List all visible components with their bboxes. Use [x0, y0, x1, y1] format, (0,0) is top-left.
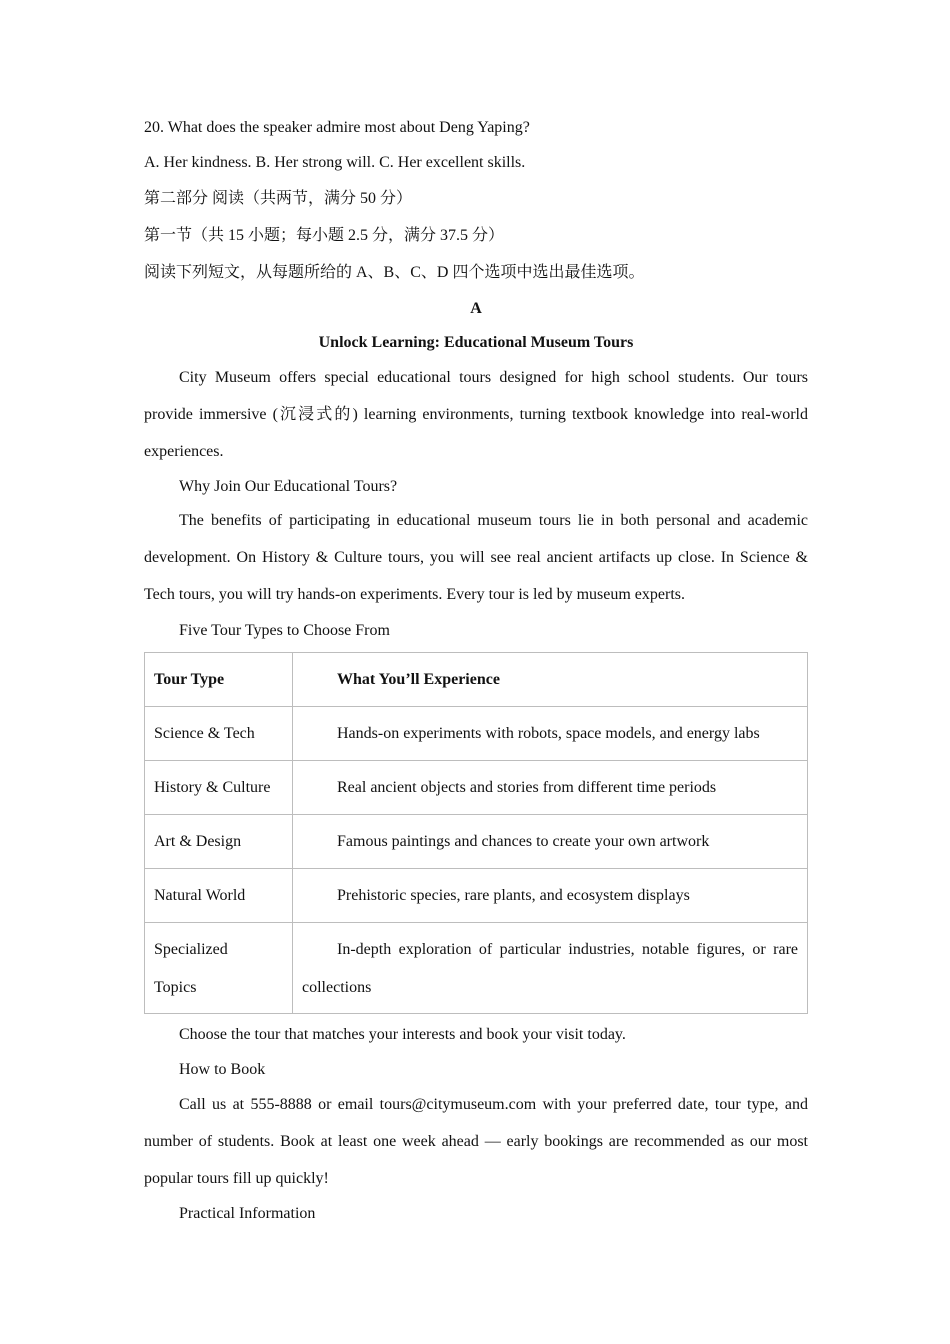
experience-cell: In-depth exploration of particular industries, notable figures, or rare collections — [293, 923, 808, 1014]
passage-title: Unlock Learning: Educational Museum Tours — [318, 334, 634, 351]
tour-type-cell: Specialized Topics — [145, 923, 293, 1014]
instruction: 阅读下列短文，从每题所给的 A、B、C、D 四个选项中选出最佳选项。 — [144, 264, 645, 281]
header-experience: What You’ll Experience — [293, 653, 808, 707]
tour-type-cell: Art & Design — [145, 815, 293, 869]
experience-cell: Hands-on experiments with robots, space models, and energy labs — [293, 707, 808, 761]
experience-cell: Famous paintings and chances to create your own artwork — [293, 815, 808, 869]
table-row — [145, 869, 808, 923]
passage-letter: A — [470, 300, 482, 317]
part-title: 第二部分 阅读（共两节，满分 50 分） — [144, 190, 413, 207]
table-row — [145, 707, 808, 761]
types-heading: Five Tour Types to Choose From — [179, 622, 390, 639]
experience-cell: Real ancient objects and stories from different time periods — [293, 761, 808, 815]
practical-heading: Practical Information — [179, 1205, 316, 1222]
tour-type-cell: History & Culture — [145, 761, 293, 815]
tour-type-cell: Natural World — [145, 869, 293, 923]
why-paragraph: The benefits of participating in educational museum tours lie in both personal and academic development. On History & Culture tours, you will see real ancient artifacts up close. In Science & Tech tours, you will try hands-on experiments. Every tour is led by museum experts. — [144, 512, 808, 603]
question-options: A. Her kindness. B. Her strong will. C. Her excellent skills. — [144, 154, 526, 171]
question-stem: 20. What does the speaker admire most about Deng Yaping? — [144, 119, 530, 136]
header-tour-type: Tour Type — [145, 653, 293, 707]
tour-types-table — [144, 652, 808, 1014]
table-row — [145, 761, 808, 815]
experience-cell: Prehistoric species, rare plants, and ecosystem displays — [293, 869, 808, 923]
tour-type-cell: Science & Tech — [145, 707, 293, 761]
table-row — [145, 815, 808, 869]
why-heading: Why Join Our Educational Tours? — [179, 478, 398, 495]
table-header-row — [145, 653, 808, 707]
subsection-title: 第一节（共 15 小题；每小题 2.5 分，满分 37.5 分） — [144, 227, 505, 244]
intro-paragraph: City Museum offers special educational tours designed for high school students. Our tours provide immersive (沉浸式的) learning environments, turning textbook knowledge into real-world experiences. — [144, 369, 808, 460]
table-row — [145, 923, 808, 1014]
book-paragraph: Call us at 555-8888 or email tours@citymuseum.com with your preferred date, tour type, and number of students. Book at least one week ahead — early bookings are recommended as our most popular tours fill up quickly! — [144, 1096, 808, 1187]
book-heading: How to Book — [179, 1061, 266, 1078]
choose-line: Choose the tour that matches your interests and book your visit today. — [179, 1026, 626, 1043]
